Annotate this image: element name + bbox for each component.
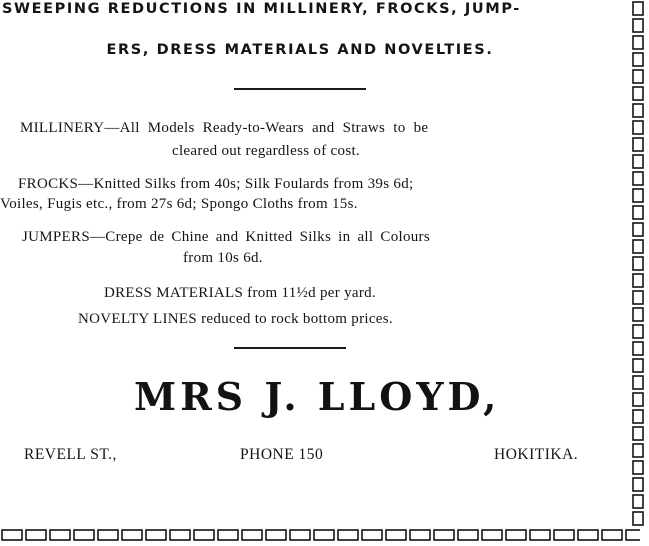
dress-materials-line: DRESS MATERIALS from 11½d per yard. [104, 285, 377, 301]
border-box [633, 478, 643, 491]
border-box [218, 530, 238, 540]
decorative-border-bottom [0, 527, 640, 543]
border-box [2, 530, 22, 540]
border-box [633, 393, 643, 406]
border-box [633, 291, 643, 304]
border-box [578, 530, 598, 540]
border-box [633, 70, 643, 83]
border-box [194, 530, 214, 540]
decorative-border-right [631, 0, 647, 530]
border-box [458, 530, 478, 540]
border-box [633, 444, 643, 457]
border-box [633, 206, 643, 219]
headline-line-1: SWEEPING REDUCTIONS IN MILLINERY, FROCKS, JUMP- [2, 1, 521, 17]
border-box [170, 530, 190, 540]
border-box [633, 461, 643, 474]
border-box [633, 512, 643, 525]
border-box [98, 530, 118, 540]
border-box [633, 274, 643, 287]
border-box [434, 530, 454, 540]
border-box [626, 530, 640, 540]
border-box [633, 138, 643, 151]
border-box [633, 427, 643, 440]
border-box [602, 530, 622, 540]
border-box [386, 530, 406, 540]
border-box [242, 530, 262, 540]
border-box [74, 530, 94, 540]
border-box [633, 172, 643, 185]
border-box [26, 530, 46, 540]
border-box [633, 410, 643, 423]
border-box [633, 376, 643, 389]
border-box [530, 530, 550, 540]
border-box [633, 325, 643, 338]
border-box [338, 530, 358, 540]
jumpers-line-continued: from 10s 6d. [183, 250, 263, 266]
border-box [633, 342, 643, 355]
border-box [50, 530, 70, 540]
border-box [146, 530, 166, 540]
border-box [633, 155, 643, 168]
border-box [633, 308, 643, 321]
frocks-line-continued: Voiles, Fugis etc., from 27s 6d; Spongo Cloths from 15s. [0, 196, 358, 212]
border-box [633, 36, 643, 49]
border-box [554, 530, 574, 540]
advertiser-name: MRS J. LLOYD, [134, 374, 501, 419]
millinery-line: MILLINERY—All Models Ready-to-Wears and Straws to be [20, 120, 429, 136]
border-box [482, 530, 502, 540]
border-box [633, 2, 643, 15]
headline-line-2: ERS, DRESS MATERIALS AND NOVELTIES. [106, 42, 494, 58]
novelty-lines-line: NOVELTY LINES reduced to rock bottom prices. [78, 311, 393, 327]
border-box [314, 530, 334, 540]
border-box [633, 240, 643, 253]
border-box [410, 530, 430, 540]
footer-town: HOKITIKA. [494, 446, 579, 463]
jumpers-line: JUMPERS—Crepe de Chine and Knitted Silks in all Colours [22, 229, 430, 245]
border-box [633, 189, 643, 202]
footer-street: REVELL ST., [24, 446, 117, 463]
border-box [633, 257, 643, 270]
divider-rule-top [234, 88, 366, 90]
divider-rule-bottom [234, 347, 346, 349]
border-box [506, 530, 526, 540]
border-box [362, 530, 382, 540]
border-box [633, 121, 643, 134]
border-box [633, 87, 643, 100]
border-box [266, 530, 286, 540]
millinery-line-continued: cleared out regardless of cost. [172, 143, 360, 159]
frocks-line: FROCKS—Knitted Silks from 40s; Silk Foulards from 39s 6d; [18, 176, 414, 192]
border-box [633, 104, 643, 117]
border-box [633, 53, 643, 66]
border-box [633, 495, 643, 508]
border-box [290, 530, 310, 540]
border-box [633, 223, 643, 236]
border-box [633, 19, 643, 32]
border-box [633, 359, 643, 372]
footer-phone: PHONE 150 [240, 446, 324, 463]
border-box [122, 530, 142, 540]
